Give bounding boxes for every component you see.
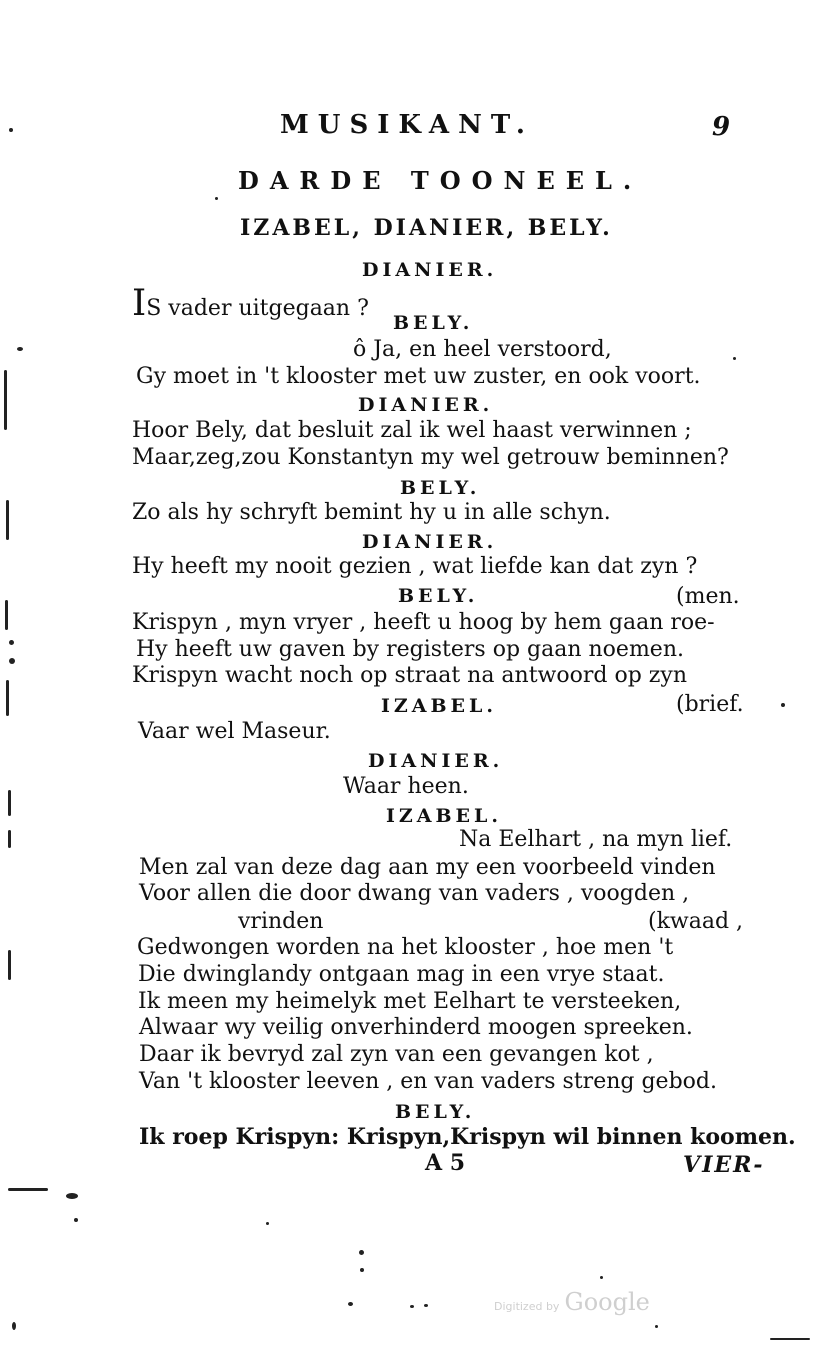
margin-stroke [8, 950, 11, 980]
scan-speck [424, 1304, 428, 1307]
scan-speck [600, 1276, 603, 1279]
verse-line: Hy heeft my nooit gezien , wat liefde kan dat zyn ? [132, 554, 698, 579]
speaker-label: BELY. [395, 1101, 476, 1123]
verse-line: vrinden [238, 909, 324, 934]
verse-line: Gy moet in 't klooster met uw zuster, en ook voort. [136, 364, 701, 389]
verse-line: Krispyn wacht noch op straat na antwoord op zyn [132, 663, 687, 688]
scan-speck [9, 640, 14, 645]
verse-line: Voor allen die door dwang van vaders , voogden , [139, 881, 690, 906]
scan-speck [215, 197, 218, 200]
scan-speck [733, 357, 736, 360]
verse-line: Maar,zeg,zou Konstantyn my wel getrouw beminnen? [132, 445, 729, 470]
scan-speck [66, 1193, 78, 1199]
speaker-label: BELY. [400, 477, 481, 499]
speaker-label: IZABEL. [386, 805, 503, 827]
speaker-label: DIANIER. [358, 394, 494, 416]
margin-stroke [4, 370, 7, 430]
margin-stroke [770, 1338, 810, 1340]
speaker-label: BELY. [393, 312, 474, 334]
speaker-label: IZABEL. [381, 695, 498, 717]
verse-line: Vaar wel Maseur. [138, 719, 331, 744]
verse-line: ô Ja, en heel verstoord, [353, 337, 612, 362]
verse-line: Hy heeft uw gaven by registers op gaan noemen. [136, 637, 684, 662]
margin-stroke [8, 790, 11, 816]
margin-stroke [5, 600, 8, 630]
turnover-text: (men. [676, 584, 740, 609]
page-number: 9 [712, 112, 731, 142]
verse-line: Hoor Bely, dat besluit zal ik wel haast verwinnen ; [132, 418, 692, 443]
verse-line [132, 283, 369, 324]
margin-stroke [8, 1188, 48, 1191]
verse-line: Zo als hy schryft bemint hy u in alle schyn. [132, 500, 611, 525]
margin-stroke [8, 830, 11, 848]
watermark-brand: Google [564, 1288, 650, 1316]
verse-line: Ik roep Krispyn: Krispyn,Krispyn wil binnen koomen. [139, 1124, 796, 1150]
scene-title: DARDE TOONEEL. [238, 166, 643, 195]
verse-line: Ik meen my heimelyk met Eelhart te versteeken, [138, 989, 682, 1014]
scan-speck [348, 1302, 353, 1306]
signature-mark: A 5 [425, 1150, 466, 1176]
scan-speck [9, 128, 13, 132]
digitized-watermark [494, 1288, 650, 1316]
speaker-label: DIANIER. [362, 259, 498, 281]
turnover-text: (brief. [676, 692, 744, 717]
verse-line: Van 't klooster leeven , en van vaders streng gebod. [139, 1069, 717, 1094]
scan-speck [74, 1218, 78, 1222]
scan-speck [17, 347, 23, 351]
scan-speck [266, 1222, 269, 1225]
verse-line: Alwaar wy veilig onverhinderd moogen spreeken. [139, 1015, 693, 1040]
verse-line: Die dwinglandy ontgaan mag in een vrye staat. [138, 962, 665, 987]
turnover-text: (kwaad , [648, 909, 744, 934]
speaker-label: BELY. [398, 585, 479, 607]
cast-list: IZABEL, DIANIER, BELY. [240, 215, 613, 241]
verse-line: Na Eelhart , na myn lief. [459, 827, 733, 852]
speaker-label: DIANIER. [362, 531, 498, 553]
margin-stroke [6, 680, 9, 716]
scan-speck [12, 1322, 16, 1330]
scan-speck [655, 1325, 658, 1328]
scan-speck [9, 658, 15, 664]
scan-speck [359, 1250, 364, 1255]
initial-capital: I [132, 283, 147, 324]
scan-speck [781, 703, 785, 707]
verse-line: Krispyn , myn vryer , heeft u hoog by hem gaan roe- [132, 610, 715, 635]
verse-line: Gedwongen worden na het klooster , hoe men 't [137, 935, 674, 960]
watermark-prefix: Digitized by [494, 1300, 560, 1313]
verse-text: S vader uitgegaan ? [146, 296, 369, 321]
margin-stroke [6, 500, 9, 540]
scan-speck [410, 1305, 414, 1308]
speaker-label: DIANIER. [368, 750, 504, 772]
running-head: MUSIKANT. [280, 110, 534, 140]
verse-line: Waar heen. [343, 774, 469, 799]
verse-line: Men zal van deze dag aan my een voorbeeld vinden [139, 855, 716, 880]
verse-line: Daar ik bevryd zal zyn van een gevangen kot , [139, 1042, 654, 1067]
catchword: VIER- [683, 1152, 765, 1178]
scan-speck [360, 1268, 364, 1272]
